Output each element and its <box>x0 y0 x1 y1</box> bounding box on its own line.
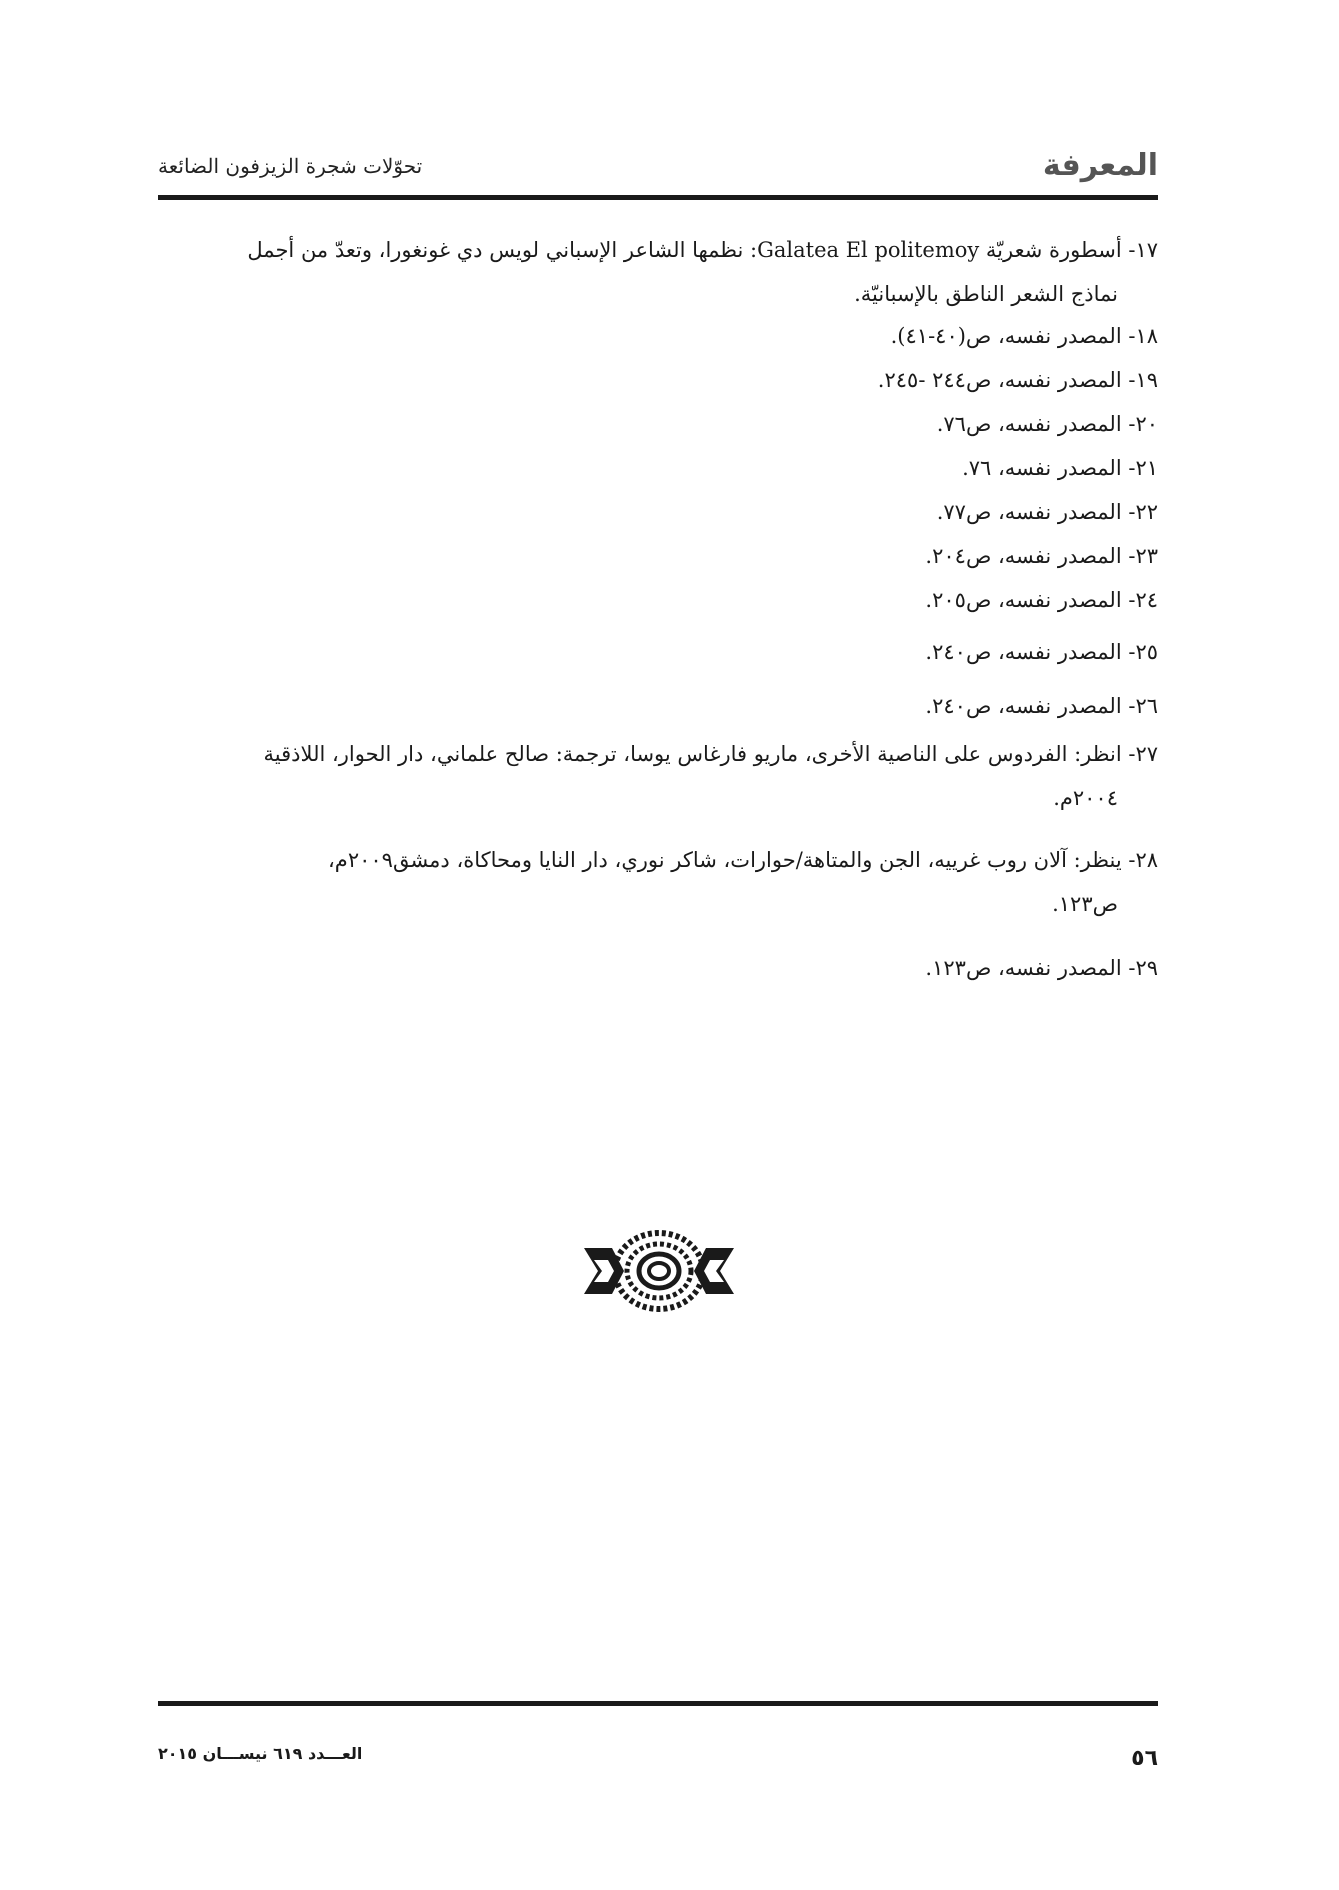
note-19-text: ١٩- المصدر نفسه، ص٢٤٤ -٢٤٥. <box>877 368 1158 392</box>
note-22 <box>158 498 1158 526</box>
note-19 <box>158 366 1158 394</box>
note-17-line1: ١٧- أسطورة شعريّة Galatea El politemoy: نظمها الشاعر الإسباني لويس دي غونغورا، وتعدّ من أجمل <box>247 238 1158 262</box>
ornament-icon <box>584 1226 734 1316</box>
note-20-text: ٢٠- المصدر نفسه، ص٧٦. <box>936 412 1158 436</box>
note-18-text: ١٨- المصدر نفسه، ص(٤٠-٤١). <box>890 324 1158 348</box>
note-25 <box>158 638 1158 666</box>
note-28-line1: ٢٨- ينظر: آلان روب غرييه، الجن والمتاهة/حوارات، شاكر نوري، دار النايا ومحاكاة، دمشق٢٠٠٩م، <box>328 848 1158 872</box>
note-20 <box>158 410 1158 438</box>
note-23 <box>158 542 1158 570</box>
note-18 <box>158 322 1158 350</box>
issue-info: العـــدد ٦١٩ نيســـان ٢٠١٥ <box>158 1744 363 1763</box>
note-24-text: ٢٤- المصدر نفسه، ص٢٠٥. <box>925 588 1158 612</box>
note-28-line2: ص١٢٣. <box>1052 892 1118 916</box>
note-17-line2: نماذج الشعر الناطق بالإسبانيّة. <box>854 282 1118 306</box>
note-25-text: ٢٥- المصدر نفسه، ص٢٤٠. <box>925 640 1158 664</box>
note-27 <box>158 740 1158 812</box>
note-22-text: ٢٢- المصدر نفسه، ص٧٧. <box>936 500 1158 524</box>
page-footer <box>158 1744 1158 1784</box>
header-rule <box>158 195 1158 200</box>
note-23-text: ٢٣- المصدر نفسه، ص٢٠٤. <box>925 544 1158 568</box>
note-26 <box>158 692 1158 720</box>
note-26-text: ٢٦- المصدر نفسه، ص٢٤٠. <box>925 694 1158 718</box>
note-28 <box>158 846 1158 918</box>
note-17 <box>158 236 1158 308</box>
note-29-text: ٢٩- المصدر نفسه، ص١٢٣. <box>925 956 1158 980</box>
running-title: تحوّلات شجرة الزيزفون الضائعة <box>158 154 423 178</box>
note-21 <box>158 454 1158 482</box>
note-21-text: ٢١- المصدر نفسه، ٧٦. <box>962 456 1158 480</box>
note-27-line2: ٢٠٠٤م. <box>1053 786 1118 810</box>
footer-rule <box>158 1701 1158 1706</box>
note-29 <box>158 954 1158 982</box>
note-24 <box>158 586 1158 614</box>
journal-logo: المعرفة <box>1042 148 1158 183</box>
page-header <box>158 146 1158 186</box>
note-27-line1: ٢٧- انظر: الفردوس على الناصية الأخرى، ماريو فارغاس يوسا، ترجمة: صالح علماني، دار الحوار، اللاذقية <box>263 742 1158 766</box>
page-number: ٥٦ <box>1131 1746 1158 1771</box>
